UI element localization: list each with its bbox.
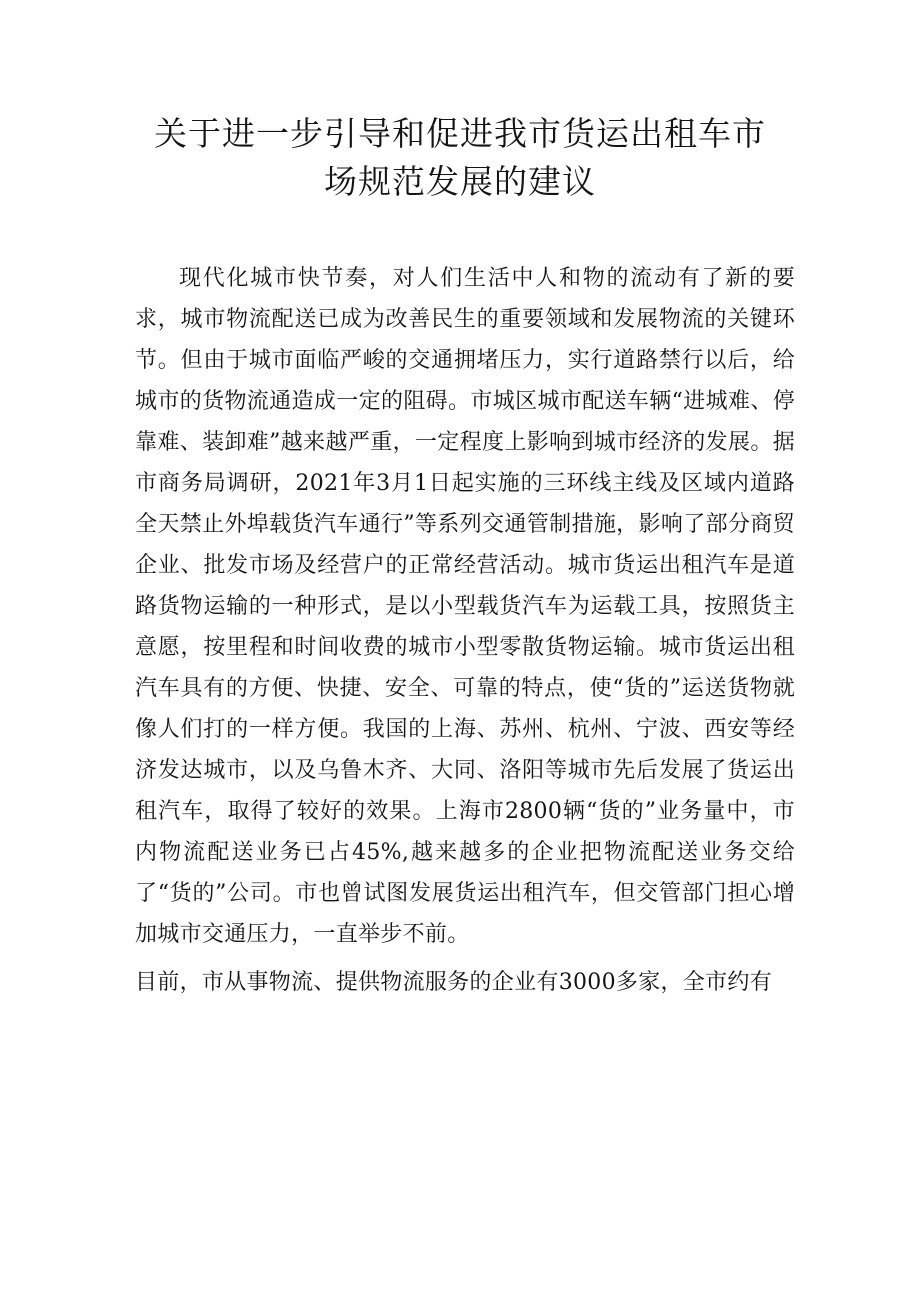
paragraph-2: 目前，市从事物流、提供物流服务的企业有3000多家，全市约有 <box>135 970 772 995</box>
paragraph-1: 现代化城市快节奏，对人们生活中人和物的流动有了新的要求，城市物流配送已成为改善民生的重要领域和发展物流的关键环节。但由于城市面临严峻的交通拥堵压力，实行道路禁行以后，给城市的货物流通造成一定的阻碍。市城区城市配送车辆“进城难、停靠难、装卸难”越来越严重，一定程度上影响到城市经济的发展。据市商务局调研，2021年3月1日起实施的三环线主线及区域内道路全天禁止外埠载货汽车通行”等系列交通管制措施，影响了部分商贸企业、批发市场及经营户的正常经营活动。城市货运出租汽车是道路货物运输的一种形式，是以小型载货汽车为运载工具，按照货主意愿，按里程和时间收费的城市小型零散货物运输。城市货运出租汽车具有的方便、快捷、安全、可靠的特点，使“货的”运送货物就像人们打的一样方便。我国的上海、苏州、杭州、宁波、西安等经济发达城市，以及乌鲁木齐、大同、洛阳等城市先后发展了货运出租汽车，取得了较好的效果。上海市2800辆“货的”业务量中，市内物流配送业务已占45%,越来越多的企业把物流配送业务交给了“货的”公司。市也曾试图发展货运出租汽车，但交管部门担心增加城市交通压力，一直举步不前。 <box>135 266 795 947</box>
document-title <box>110 110 810 206</box>
title-line-2: 场规范发展的建议 <box>324 162 596 201</box>
title-line-1: 关于进一步引导和促进我市货运出租车市 <box>154 114 766 153</box>
document-body <box>135 258 795 1003</box>
